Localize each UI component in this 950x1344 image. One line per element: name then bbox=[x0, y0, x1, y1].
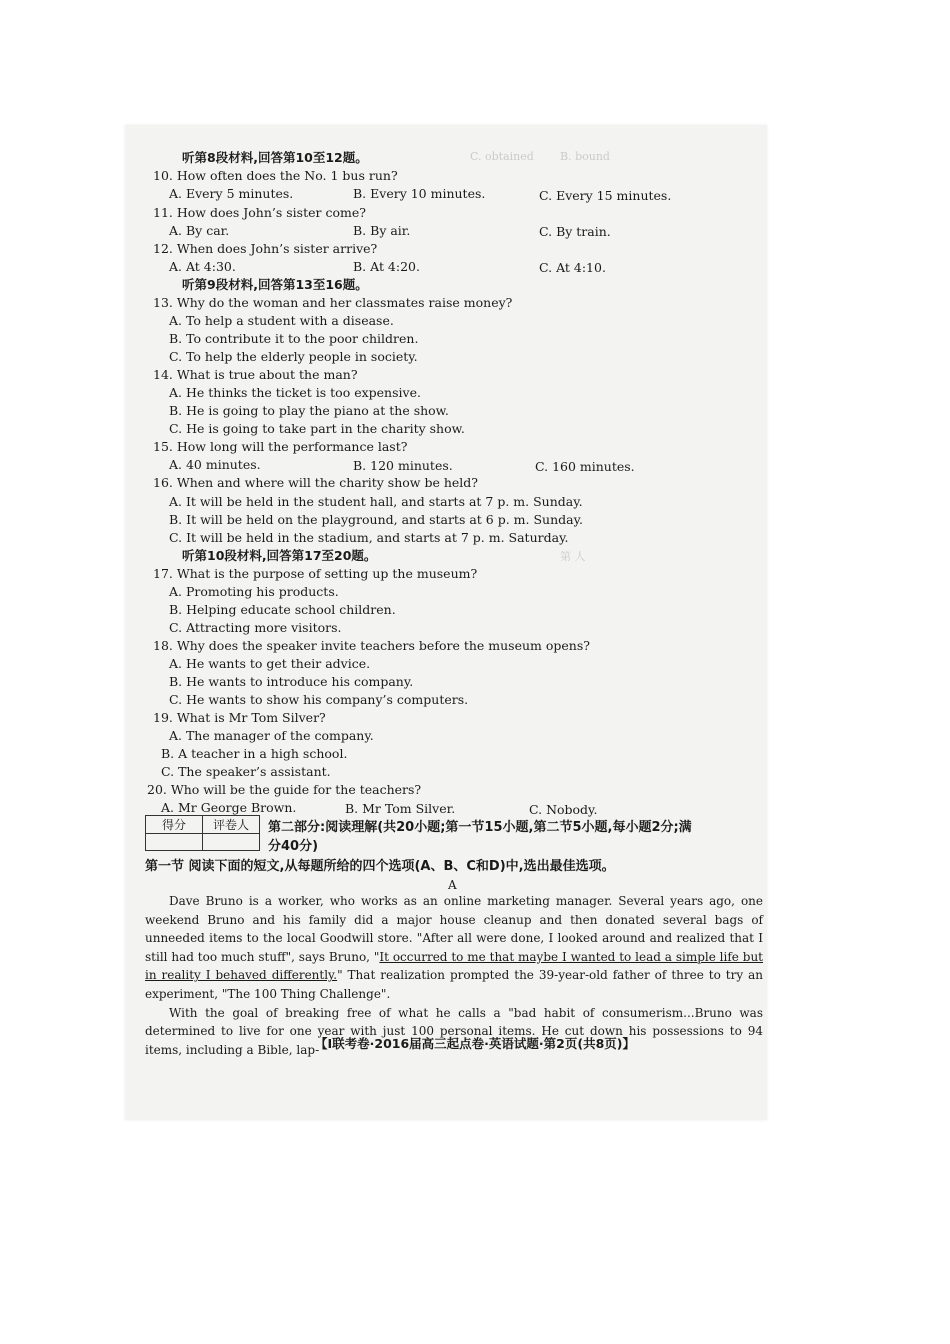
option-14b: B. He is going to play the piano at the show. bbox=[169, 403, 449, 418]
option-12c: C. At 4:10. bbox=[539, 260, 606, 275]
passage-paragraph-1: Dave Bruno is a worker, who works as an online marketing manager. Several years ago, one weekend Bruno and his family did a major house cleanup and then donated several bags of unneeded items to the local Goodwill store. "After all were done, I looked around and realized that I still had too much stuff", says Bruno, "It occurred to me that maybe I wanted to lead a simple life but in reality I behaved differently." That realization prompted the 39-year-old father of three to try an experiment, "The 100 Thing Challenge". bbox=[145, 894, 764, 1001]
question-20: 20. Who will be the guide for the teachers? bbox=[147, 782, 422, 797]
option-18c: C. He wants to show his company’s computers. bbox=[169, 692, 469, 707]
option-20b: B. Mr Tom Silver. bbox=[345, 801, 456, 816]
option-17b: B. Helping educate school children. bbox=[169, 602, 396, 617]
section-heading-8: 听第8段材料,回答第10至12题。 bbox=[182, 150, 368, 165]
question-16: 16. When and where will the charity show be held? bbox=[153, 475, 478, 490]
score-box bbox=[145, 815, 260, 851]
option-14a: A. He thinks the ticket is too expensive. bbox=[169, 385, 421, 400]
option-13c: C. To help the elderly people in society. bbox=[169, 349, 418, 364]
option-13a: A. To help a student with a disease. bbox=[169, 313, 394, 328]
question-10: 10. How often does the No. 1 bus run? bbox=[153, 168, 398, 183]
option-12b: B. At 4:20. bbox=[353, 259, 420, 274]
option-19a: A. The manager of the company. bbox=[169, 728, 374, 743]
question-14: 14. What is true about the man? bbox=[153, 367, 358, 382]
option-16c: C. It will be held in the stadium, and starts at 7 p. m. Saturday. bbox=[169, 530, 569, 545]
passage-paragraph-2: With the goal of breaking free of what he calls a "bad habit of consumerism...Bruno was determined to live for one year with just 100 personal items. He cut down his possessions to 94 items, including a Bible, lap- bbox=[145, 1005, 763, 1057]
underlined-sentence: It occurred to me that maybe I wanted to lead a simple life but in reality I behaved differently. bbox=[145, 949, 764, 983]
option-18b: B. He wants to introduce his company. bbox=[169, 674, 414, 689]
score-label: 得分 bbox=[146, 816, 203, 834]
option-18a: A. He wants to get their advice. bbox=[169, 656, 371, 671]
question-13: 13. Why do the woman and her classmates raise money? bbox=[153, 295, 513, 310]
option-11c: C. By train. bbox=[539, 224, 611, 239]
option-13b: B. To contribute it to the poor children. bbox=[169, 331, 419, 346]
section-heading-10: 听第10段材料,回答第17至20题。 bbox=[182, 548, 377, 563]
option-19c: C. The speaker’s assistant. bbox=[161, 764, 331, 779]
option-15b: B. 120 minutes. bbox=[353, 458, 453, 473]
option-19b: B. A teacher in a high school. bbox=[161, 746, 348, 761]
bleed-through-text: B. bound bbox=[560, 150, 610, 163]
question-17: 17. What is the purpose of setting up the museum? bbox=[153, 566, 478, 581]
score-cell bbox=[146, 834, 203, 851]
option-11a: A. By car. bbox=[169, 223, 230, 238]
question-12: 12. When does John’s sister arrive? bbox=[153, 241, 378, 256]
page-footer: 【Ⅰ联考卷·2016届高三起点卷·英语试题·第2页(共8页)】 bbox=[314, 1036, 635, 1051]
part2-heading-cont: 分40分) bbox=[268, 839, 319, 854]
grader-label: 评卷人 bbox=[203, 816, 260, 834]
section-heading-9: 听第9段材料,回答第13至16题。 bbox=[182, 277, 368, 292]
option-17a: A. Promoting his products. bbox=[169, 584, 339, 599]
option-16a: A. It will be held in the student hall, and starts at 7 p. m. Sunday. bbox=[169, 494, 583, 509]
option-20c: C. Nobody. bbox=[529, 802, 598, 817]
section1-instructions: 第一节 阅读下面的短文,从每题所给的四个选项(A、B、C和D)中,选出最佳选项。 bbox=[145, 859, 615, 874]
question-19: 19. What is Mr Tom Silver? bbox=[153, 710, 326, 725]
bleed-through-text: 第 人 bbox=[560, 550, 586, 563]
option-15c: C. 160 minutes. bbox=[535, 459, 635, 474]
option-17c: C. Attracting more visitors. bbox=[169, 620, 342, 635]
option-11b: B. By air. bbox=[353, 223, 411, 238]
question-18: 18. Why does the speaker invite teachers before the museum opens? bbox=[153, 638, 590, 653]
option-20a: A. Mr George Brown. bbox=[161, 800, 297, 815]
bleed-through-text: C. obtained bbox=[470, 150, 534, 163]
option-14c: C. He is going to take part in the charity show. bbox=[169, 421, 465, 436]
question-11: 11. How does John’s sister come? bbox=[153, 205, 366, 220]
option-10a: A. Every 5 minutes. bbox=[169, 186, 294, 201]
option-15a: A. 40 minutes. bbox=[169, 457, 261, 472]
option-16b: B. It will be held on the playground, and starts at 6 p. m. Sunday. bbox=[169, 512, 583, 527]
part2-heading: 第二部分:阅读理解(共20小题;第一节15小题,第二节5小题,每小题2分;满 bbox=[268, 820, 692, 835]
option-10c: C. Every 15 minutes. bbox=[539, 188, 672, 203]
question-15: 15. How long will the performance last? bbox=[153, 439, 408, 454]
option-10b: B. Every 10 minutes. bbox=[353, 186, 486, 201]
passage-label: A bbox=[448, 878, 457, 892]
option-12a: A. At 4:30. bbox=[169, 259, 236, 274]
grader-cell bbox=[203, 834, 260, 851]
